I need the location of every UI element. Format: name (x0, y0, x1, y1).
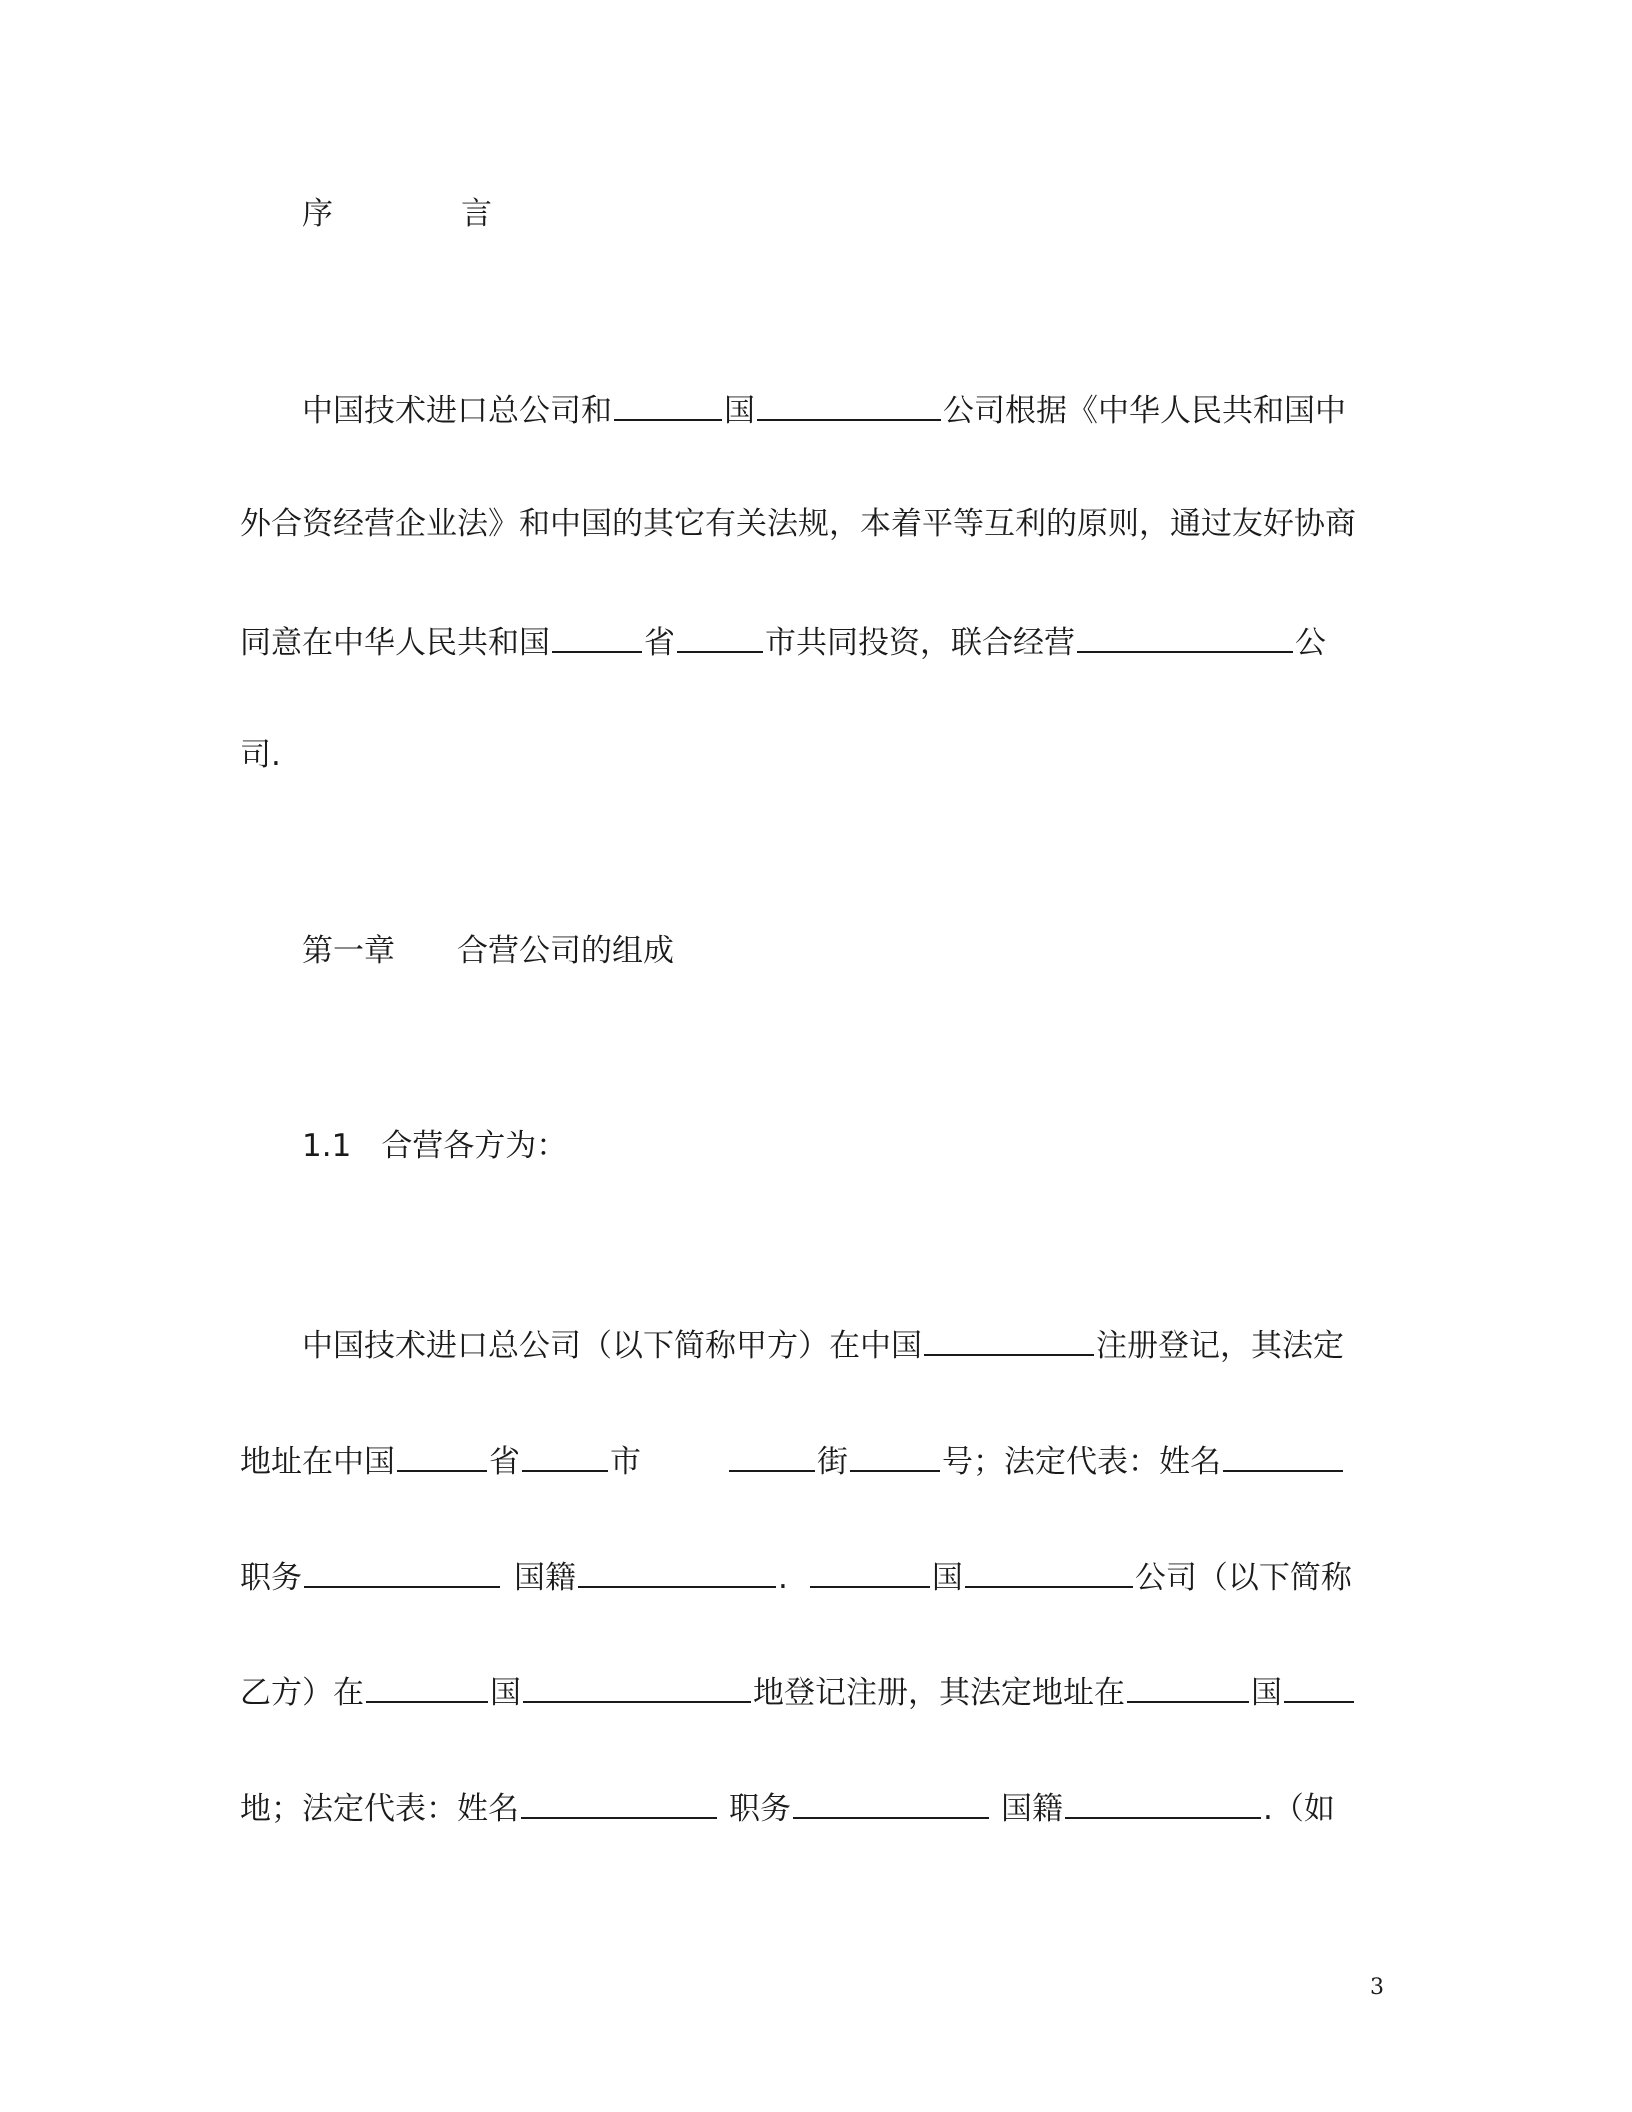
chapter-1-heading (302, 929, 674, 973)
parties-text: .（如 (1263, 1791, 1335, 1827)
preface-text: 公 (1295, 625, 1326, 661)
chapter-title: 合营公司的组成 (457, 933, 674, 969)
parties-text: 地；法定代表：姓名 (240, 1791, 519, 1827)
preface-heading (302, 192, 492, 236)
blank-company-field (757, 385, 941, 421)
blank-location-field (523, 1667, 751, 1703)
blank-registration-field (924, 1320, 1094, 1356)
preface-text: 公司根据《中华人民共和国中 (943, 393, 1346, 429)
chapter-number: 第一章 (302, 933, 395, 969)
preface-text: 外合资经营企业法》和中国的其它有关法规，本着平等互利的原则，通过友好协商 (240, 506, 1356, 542)
blank-city-field (677, 617, 763, 653)
blank-country-field (1127, 1667, 1249, 1703)
parties-text: 公司（以下简称 (1134, 1560, 1352, 1596)
parties-text: 国 (931, 1560, 963, 1596)
parties-text: 国 (1251, 1675, 1282, 1711)
blank-country-field (810, 1552, 930, 1588)
parties-line-5 (240, 1783, 1335, 1827)
blank-company-field (965, 1552, 1133, 1588)
preface-text: 市共同投资，联合经营 (765, 625, 1075, 661)
section-1-1-heading (302, 1124, 567, 1168)
preface-heading-char-2: 言 (461, 196, 492, 232)
parties-text: 注册登记，其法定 (1096, 1328, 1344, 1364)
blank-country-field (614, 385, 722, 421)
preface-heading-char-1: 序 (302, 196, 333, 232)
preface-text: 国 (724, 393, 755, 429)
blank-nationality-field (578, 1552, 776, 1588)
blank-representative-name-field (1223, 1436, 1343, 1472)
parties-text: 职务 (729, 1791, 791, 1827)
parties-text: 国籍 (514, 1560, 576, 1596)
blank-company-name-field (1077, 617, 1293, 653)
parties-text: 国籍 (1001, 1791, 1063, 1827)
blank-nationality-field (1065, 1783, 1261, 1819)
page-number: 3 (1370, 1975, 1384, 2000)
preface-line-1 (302, 385, 1346, 429)
parties-text: 市 (610, 1444, 641, 1480)
parties-text: 中国技术进口总公司（以下简称甲方）在中国 (302, 1328, 922, 1364)
blank-position-field (304, 1552, 500, 1588)
preface-line-2 (240, 502, 1356, 546)
blank-country-field (366, 1667, 488, 1703)
preface-line-4 (240, 733, 281, 777)
preface-text: 司. (240, 737, 281, 773)
section-number: 1.1 (302, 1128, 352, 1164)
parties-text: 街 (817, 1444, 848, 1480)
blank-location-field (1284, 1667, 1354, 1703)
blank-province-field (397, 1436, 487, 1472)
parties-line-1 (302, 1320, 1344, 1364)
preface-text: 省 (644, 625, 675, 661)
blank-city-field (522, 1436, 608, 1472)
parties-text: 地登记注册，其法定地址在 (753, 1675, 1125, 1711)
blank-district-field (729, 1436, 815, 1472)
preface-text: 中国技术进口总公司和 (302, 393, 612, 429)
parties-text: 地址在中国 (240, 1444, 395, 1480)
parties-text: 省 (489, 1444, 520, 1480)
parties-text: 职务 (240, 1560, 302, 1596)
parties-text: 号；法定代表：姓名 (942, 1444, 1221, 1480)
blank-position-field (793, 1783, 989, 1819)
preface-text: 同意在中华人民共和国 (240, 625, 550, 661)
blank-street-number-field (850, 1436, 940, 1472)
section-title: 合营各方为： (381, 1128, 568, 1164)
blank-representative-name-field (521, 1783, 717, 1819)
parties-line-2 (240, 1436, 1345, 1480)
parties-text: 国 (490, 1675, 521, 1711)
blank-province-field (552, 617, 642, 653)
preface-line-3 (240, 617, 1326, 661)
parties-line-4 (240, 1667, 1356, 1711)
parties-line-3 (240, 1552, 1352, 1596)
parties-text: . (778, 1560, 788, 1596)
parties-text: 乙方）在 (240, 1675, 364, 1711)
